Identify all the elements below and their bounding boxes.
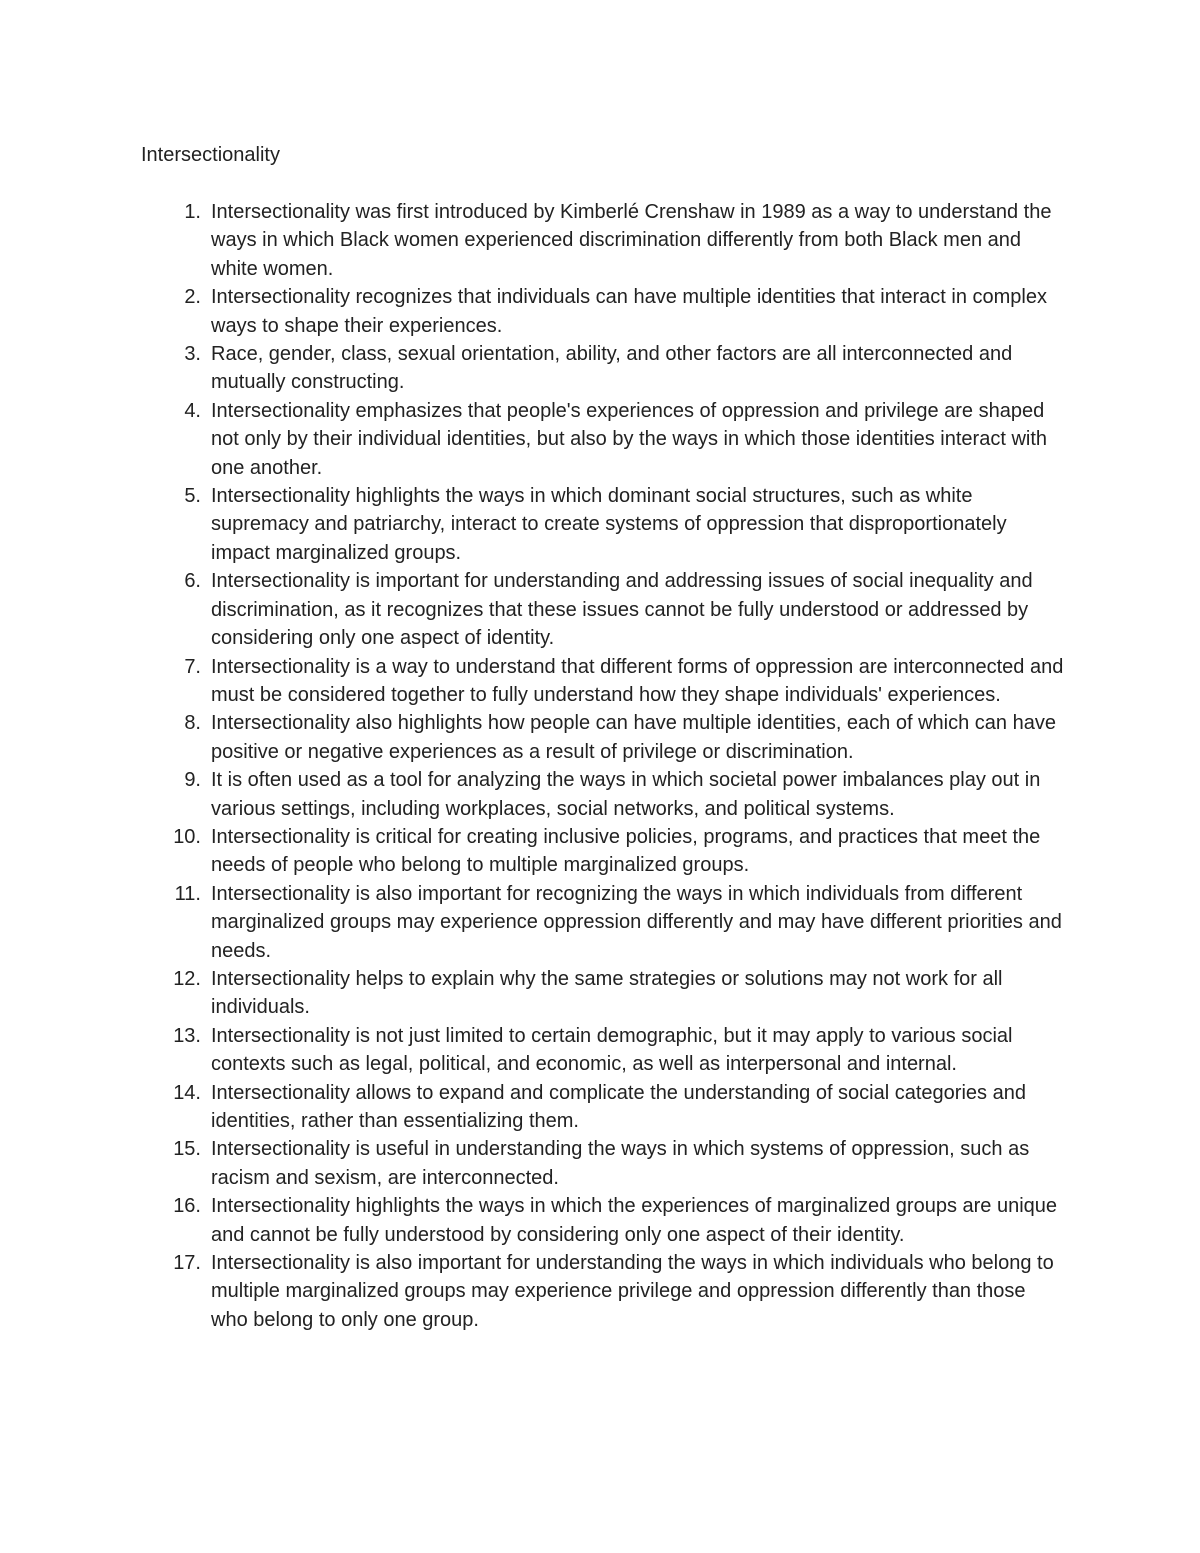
list-item xyxy=(141,482,1066,567)
list-item-number: 10. xyxy=(173,825,201,848)
list-item-text: Intersectionality emphasizes that people's experiences of oppression and privilege are shaped not only by their individual identities, but also by the ways in which those identities interact with one another. xyxy=(211,399,1048,479)
list-item-number: 6. xyxy=(184,570,201,593)
list-item-number: 11. xyxy=(174,882,201,905)
list-item-text: Race, gender, class, sexual orientation, ability, and other factors are all interconnected and mutually constructing. xyxy=(211,343,1013,394)
list-item-number: 14. xyxy=(173,1081,201,1104)
list-item-text: Intersectionality was first introduced by Kimberlé Crenshaw in 1989 as a way to understand the ways in which Black women experienced discrimination differently from both Black men and white women. xyxy=(211,201,1052,280)
list-item-number: 13. xyxy=(173,1024,201,1047)
list-item-text: Intersectionality is critical for creating inclusive policies, programs, and practices that meet the needs of people who belong to multiple marginalized groups. xyxy=(211,825,1041,877)
list-item xyxy=(141,198,1066,283)
list-item-text: Intersectionality is a way to understand that different forms of oppression are interconnected and must be considered together to fully understand how they shape individuals' experiences. xyxy=(211,655,1064,706)
list-item-text: Intersectionality is also important for recognizing the ways in which individuals from different marginalized groups may experience oppression differently and may have different priorities and needs. xyxy=(211,882,1062,962)
list-item-number: 16. xyxy=(173,1195,201,1218)
list-item-number: 4. xyxy=(184,399,201,422)
list-item-number: 12. xyxy=(173,967,201,990)
list-item-text: Intersectionality is not just limited to certain demographic, but it may apply to various social contexts such as legal, political, and economic, as well as interpersonal and internal. xyxy=(211,1024,1013,1076)
list-item xyxy=(141,823,1066,880)
list-item xyxy=(141,1249,1066,1334)
list-item-number: 9. xyxy=(184,769,201,792)
list-item-number: 3. xyxy=(184,343,201,366)
list-item xyxy=(141,766,1066,823)
list-item-number: 5. xyxy=(184,485,201,508)
list-item-text: Intersectionality recognizes that individuals can have multiple identities that interact in complex ways to shape their experiences. xyxy=(211,286,1047,337)
list-item xyxy=(141,397,1066,482)
list-item xyxy=(141,567,1066,652)
list-item xyxy=(141,965,1066,1022)
list-item-number: 17. xyxy=(173,1252,201,1275)
list-item-text: Intersectionality helps to explain why the same strategies or solutions may not work for all individuals. xyxy=(211,967,1003,1019)
list-item-text: Intersectionality highlights the ways in which the experiences of marginalized groups are unique and cannot be fully understood by considering only one aspect of their identity. xyxy=(211,1195,1058,1246)
list-item-number: 2. xyxy=(184,286,201,309)
list-item-text: Intersectionality is important for understanding and addressing issues of social inequality and discrimination, as it recognizes that these issues cannot be fully understood or addressed by considering only one aspect of identity. xyxy=(211,570,1033,650)
list-item-number: 1. xyxy=(184,201,201,223)
list-item-number: 7. xyxy=(184,655,201,678)
list-item xyxy=(141,709,1066,766)
list-item xyxy=(141,283,1066,340)
list-item xyxy=(141,1079,1066,1136)
list-item xyxy=(141,880,1066,965)
list-item-text: Intersectionality allows to expand and complicate the understanding of social categories and identities, rather than essentializing them. xyxy=(211,1081,1026,1132)
list-item xyxy=(141,1022,1066,1079)
list-item xyxy=(141,653,1066,710)
list-item-number: 8. xyxy=(184,712,201,735)
document-title: Intersectionality xyxy=(141,144,280,166)
list-item-text: Intersectionality is also important for understanding the ways in which individuals who belong to multiple marginalized groups may experience privilege and oppression differently than those who belong to only one group. xyxy=(211,1252,1054,1331)
numbered-list xyxy=(141,198,1066,1334)
list-item xyxy=(141,340,1066,397)
list-item-text: It is often used as a tool for analyzing the ways in which societal power imbalances play out in various settings, including workplaces, social networks, and political systems. xyxy=(211,769,1041,820)
list-item xyxy=(141,1135,1066,1192)
list-item-text: Intersectionality is useful in understanding the ways in which systems of oppression, such as racism and sexism, are interconnected. xyxy=(211,1138,1030,1189)
list-item xyxy=(141,1192,1066,1249)
list-item-text: Intersectionality highlights the ways in which dominant social structures, such as white supremacy and patriarchy, interact to create systems of oppression that disproportionately impact marginalized groups. xyxy=(211,485,1007,564)
list-item-text: Intersectionality also highlights how people can have multiple identities, each of which can have positive or negative experiences as a result of privilege or discrimination. xyxy=(211,712,1056,763)
list-item-number: 15. xyxy=(173,1138,201,1161)
